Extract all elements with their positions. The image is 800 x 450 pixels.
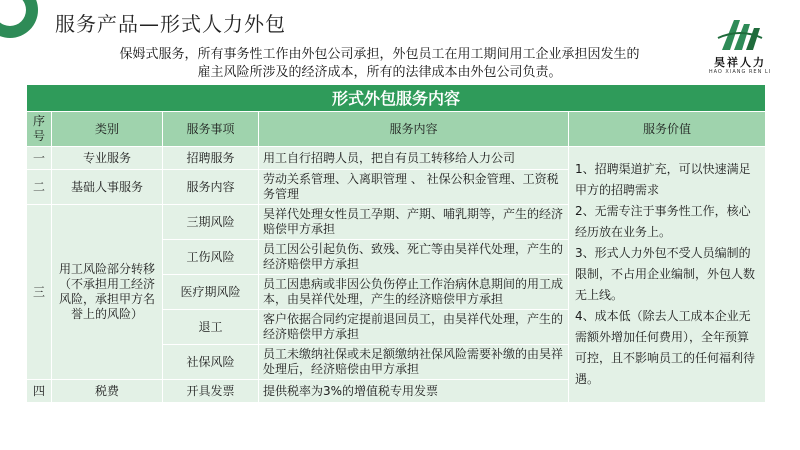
column-header: 服务事项 xyxy=(163,112,259,147)
row-content: 昊祥代处理女性员工孕期、产期、哺乳期等，产生的经济赔偿甲方承担 xyxy=(259,205,569,240)
column-header: 类别 xyxy=(52,112,163,147)
row-item: 三期风险 xyxy=(163,205,259,240)
row-content: 员工因患病或非因公负伤停止工作治病休息期间的用工成本，由昊祥代处理，产生的经济赔偿甲方承担 xyxy=(259,275,569,310)
row-content: 员工因公引起负伤、致残、死亡等由昊祥代处理，产生的经济赔偿甲方承担 xyxy=(259,240,569,275)
row-content: 客户依据合同约定提前退回员工，由昊祥代处理，产生的经济赔偿甲方承担 xyxy=(259,310,569,345)
table-title-row xyxy=(27,85,766,112)
row-item: 社保风险 xyxy=(163,345,259,380)
page-title: 服务产品—形式人力外包 xyxy=(55,12,286,36)
row-category: 税费 xyxy=(52,380,163,403)
column-header: 序号 xyxy=(27,112,52,147)
row-category-title: 用工风险部分转移 xyxy=(58,262,155,276)
row-item: 开具发票 xyxy=(163,380,259,403)
service-value-cell xyxy=(569,147,766,403)
column-header: 服务内容 xyxy=(259,112,569,147)
logo-subtitle: HAO XIANG REN LI xyxy=(708,69,772,75)
row-item: 医疗期风险 xyxy=(163,275,259,310)
row-number: 三 xyxy=(27,205,52,380)
row-category xyxy=(52,205,163,380)
row-number: 二 xyxy=(27,170,52,205)
company-logo xyxy=(700,14,780,75)
value-point: 2、无需专注于事务性工作，核心经历放在业务上。 xyxy=(575,204,751,239)
intro-text xyxy=(82,46,677,82)
service-table xyxy=(26,84,766,403)
row-number: 四 xyxy=(27,380,52,403)
row-content: 员工未缴纳社保或未足额缴纳社保风险需要补缴的由昊祥处理后，经济赔偿由甲方承担 xyxy=(259,345,569,380)
table-row xyxy=(27,147,766,170)
row-category: 专业服务 xyxy=(52,147,163,170)
row-item: 招聘服务 xyxy=(163,147,259,170)
row-item: 退工 xyxy=(163,310,259,345)
table-title: 形式外包服务内容 xyxy=(27,85,766,112)
intro-line-1: 保姆式服务，所有事务性工作由外包公司承担，外包员工在用工期间用工企业承担因发生的 xyxy=(119,47,640,62)
row-content: 用工自行招聘人员，把自有员工转移给人力公司 xyxy=(259,147,569,170)
row-number: 一 xyxy=(27,147,52,170)
row-content: 提供税率为3%的增值税专用发票 xyxy=(259,380,569,403)
logo-icon xyxy=(700,14,780,54)
row-content: 劳动关系管理、入离职管理 、 社保公积金管理、工资税务管理 xyxy=(259,170,569,205)
value-point: 3、形式人力外包不受人员编制的限制，不占用企业编制，外包人数无上线。 xyxy=(575,246,756,302)
row-item: 服务内容 xyxy=(163,170,259,205)
row-category-note: （不承担用工经济风险，承担甲方名誉上的风险） xyxy=(58,277,155,321)
value-point: 4、成本低（除去人工成本企业无需额外增加任何费用），全年预算可控，且不影响员工的任何福利待遇。 xyxy=(575,309,756,386)
table-header-row xyxy=(27,112,766,147)
intro-line-2: 雇主风险所涉及的经济成本，所有的法律成本由外包公司负责。 xyxy=(197,65,562,80)
value-point: 1、招聘渠道扩充，可以快速满足甲方的招聘需求 xyxy=(575,162,751,197)
row-item: 工伤风险 xyxy=(163,240,259,275)
column-header: 服务价值 xyxy=(569,112,766,147)
row-category: 基础人事服务 xyxy=(52,170,163,205)
logo-name: 昊祥人力 xyxy=(714,56,766,69)
